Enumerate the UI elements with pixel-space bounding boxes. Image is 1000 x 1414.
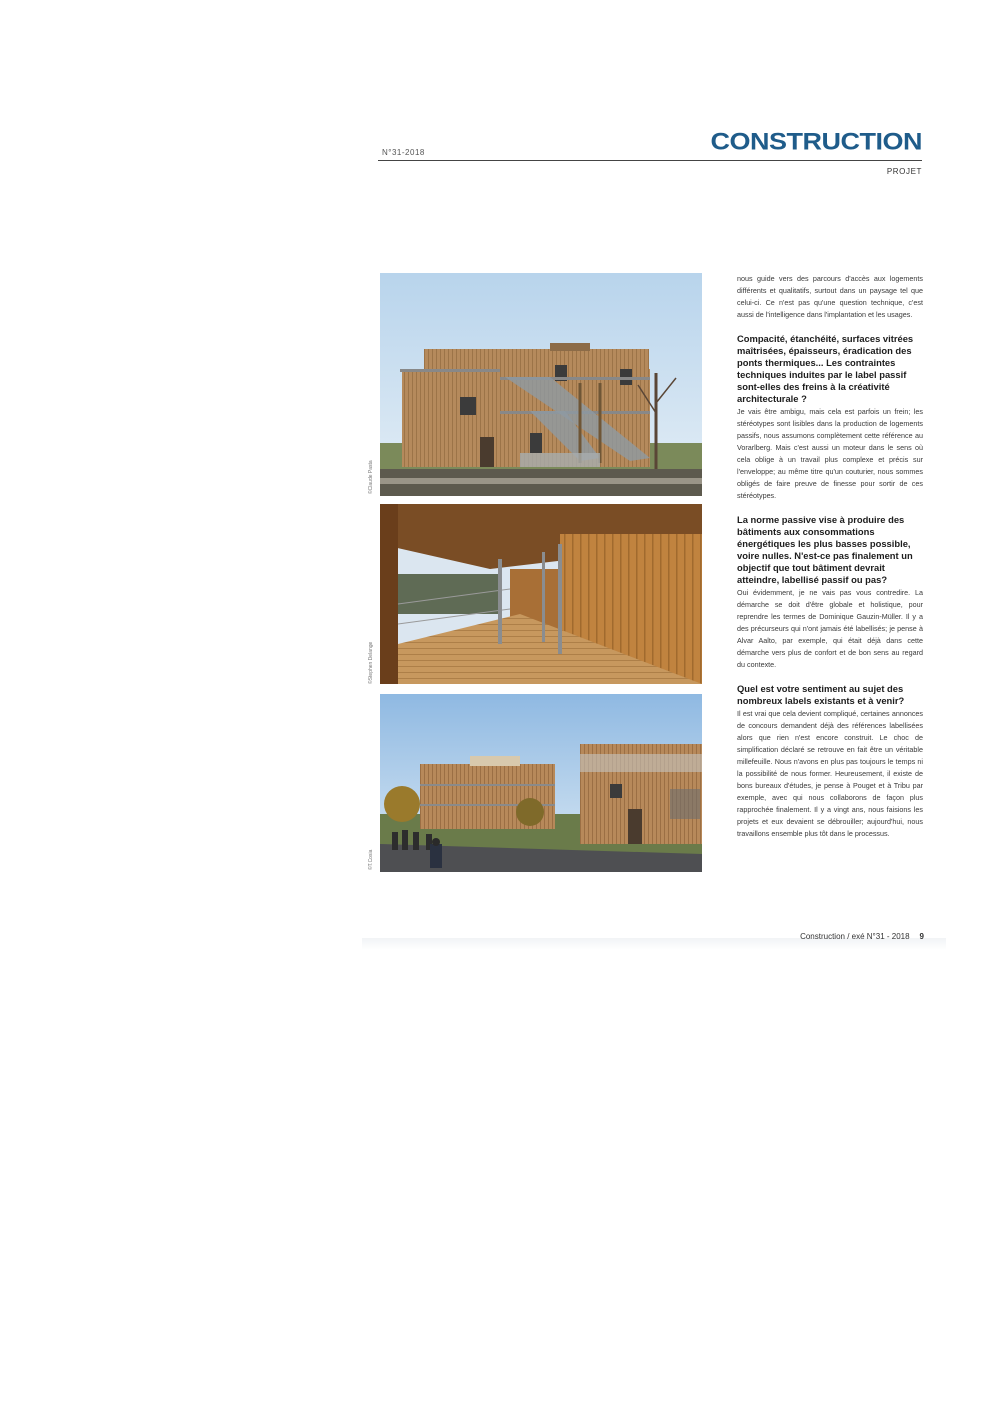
header-rule: [378, 160, 922, 161]
question-1: Compacité, étanchéité, surfaces vitrées maîtrisées, épaisseurs, éradication des ponts thermiques... Les contraintes techniques induites par le label passif sont-elles des freins à la créativité architecturale ?: [737, 333, 914, 404]
answer-1: Je vais être ambigu, mais cela est parfois un frein; les stéréotypes sont lisibles dans la production de logements passifs, nous assumons complètement cette référence au Vorarlberg. Mais c'est aussi un moteur dans le sens où cela oblige à un travail plus complexe et précis sur l'enveloppe; au même titre qu'un couturier, nous sommes obligés de faire preuve de finesse pour sortir de ces stéréotypes.: [737, 407, 923, 500]
photo-wooden-gallery: [380, 504, 702, 684]
answer-2: Oui évidemment, je ne vais pas vous contredire. La démarche se doit d'être globale et holistique, pour reprendre les termes de Dominique Gauzin-Müller. Il y a des précurseurs qui n'ont jamais été labellisés; je pense à Alvar Aalto, par exemple, qui était déjà dans cette démarche vers plus de confort et de bon sens au regard du contexte.: [737, 588, 923, 669]
article-intro: nous guide vers des parcours d'accès aux logements différents et qualitatifs, surtout dans un paysage tel que celui-ci. Ce n'est pas qu'une question technique, c'est aussi de l'intelligence dans l'implantation et les usages.: [737, 274, 923, 319]
page-footer: [800, 932, 924, 941]
photo-credit: ©Stephen Delange: [368, 641, 374, 684]
question-2: La norme passive vise à produire des bâtiments aux consommations énergétiques les plus basses possible, voire nulles. N'est-ce pas finalement un objectif que tout bâtiment devrait atteindre, labellisé passif ou pas?: [737, 514, 913, 585]
photo-credit: ©Claude Pasta: [368, 460, 374, 494]
photo-street-view: [380, 694, 702, 872]
question-3: Quel est votre sentiment au sujet des nombreux labels existants et à venir?: [737, 683, 905, 706]
answer-3: Il est vrai que cela devient compliqué, certaines annonces de concours demandent déjà des références labellisées alors que rien n'est encore construit. Le choc de simplification déclaré se retrouve en fait être un véritable millefeuille. Nous n'avons en plus pas toujours le temps ni la possibilité de nous former. Heureusement, il existe de bons bureaux d'études, je pense à Pouget et à Tribu par exemple, avec qui nous collaborons de façon plus rapprochée finalement. Il y a vingt ans, nous faisions les projets et eux devaient se débrouiller; aujourd'hui, nous travaillons ensemble plus tôt dans le processus.: [737, 709, 923, 838]
magazine-brand: CONSTRUCTION: [710, 128, 922, 155]
photo-credit: ©T.Cosia: [368, 849, 374, 870]
footer-publication: Construction / exé N°31 - 2018: [800, 932, 910, 941]
article-column: [737, 273, 923, 840]
page-number: 9: [919, 932, 924, 941]
issue-number: N°31-2018: [382, 148, 425, 157]
section-label: PROJET: [886, 167, 922, 176]
photo-building-exterior: [380, 273, 702, 496]
